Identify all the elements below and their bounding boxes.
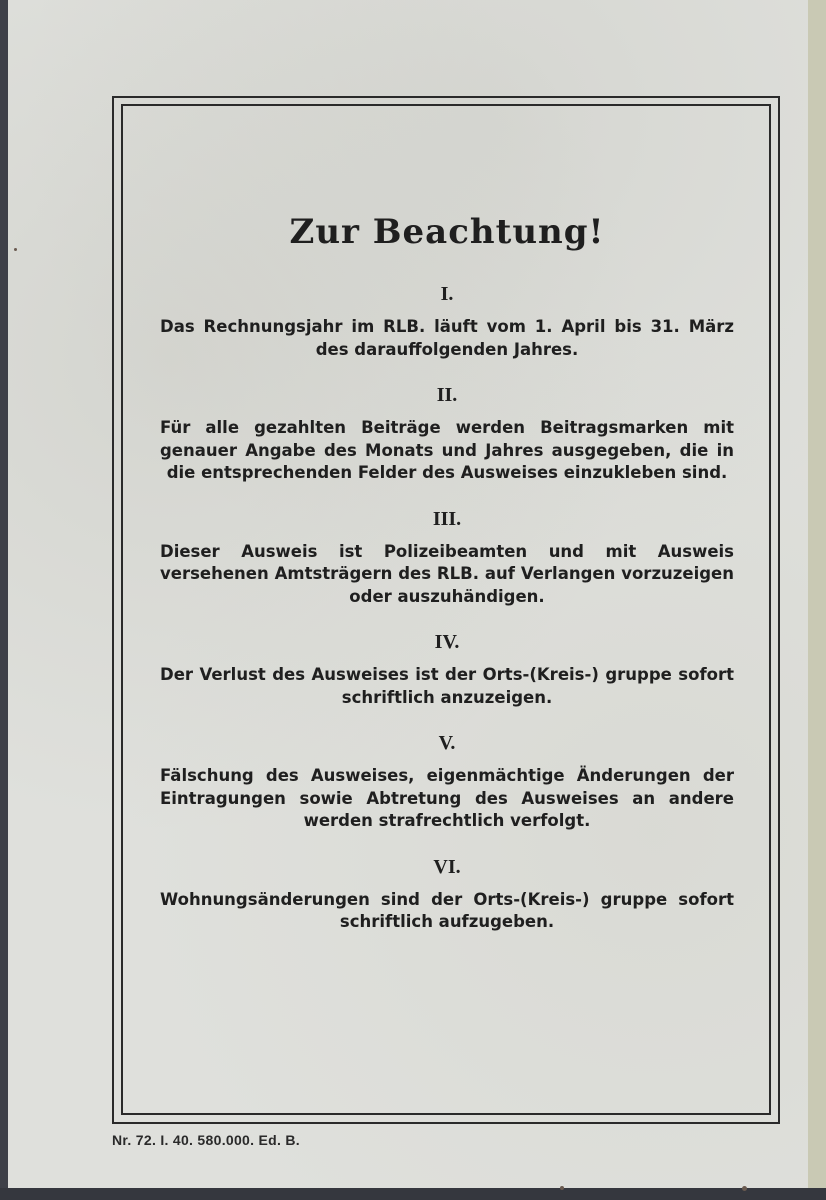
section-text: Wohnungsänderungen sind der Orts-(Kreis-) gruppe sofort schriftlich aufzugeben. bbox=[160, 889, 734, 931]
section-numeral: V. bbox=[438, 732, 456, 754]
section-text: Das Rechnungsjahr im RLB. läuft vom 1. April bis 31. März des darauffolgenden Jahres. bbox=[160, 317, 734, 359]
section-2 bbox=[150, 383, 744, 485]
section-numeral: II. bbox=[436, 384, 458, 406]
section-1 bbox=[150, 282, 744, 361]
section-text: Fälschung des Ausweises, eigenmächtige Änderungen der Eintragungen sowie Abtretung des Ausweises an andere werden strafrechtlich verfolgt. bbox=[160, 766, 734, 830]
page-edge-right bbox=[808, 0, 826, 1200]
section-5 bbox=[150, 731, 744, 833]
document-title: Zur Beachtung! bbox=[289, 212, 605, 252]
section-text: Für alle gezahlten Beiträge werden Beitragsmarken mit genauer Angabe des Monats und Jahres ausgegeben, die in die entsprechenden Felder des Ausweises einzukleben sind. bbox=[160, 418, 734, 482]
section-numeral: III. bbox=[432, 507, 462, 530]
print-reference: Nr. 72. I. 40. 580.000. Ed. B. bbox=[112, 1132, 300, 1148]
section-numeral: I. bbox=[440, 283, 454, 305]
paper-speck bbox=[560, 1186, 564, 1190]
section-numeral: VI. bbox=[433, 855, 461, 878]
page-edge-bottom bbox=[0, 1188, 826, 1200]
section-4 bbox=[150, 630, 744, 709]
paper-speck bbox=[742, 1186, 747, 1191]
section-3 bbox=[150, 507, 744, 609]
section-text: Dieser Ausweis ist Polizeibeamten und mit Ausweis versehenen Amtsträgern des RLB. auf Verlangen vorzuzeigen oder auszuhändigen. bbox=[160, 541, 734, 606]
section-6 bbox=[150, 855, 744, 934]
paper-speck bbox=[14, 248, 17, 251]
notice-content bbox=[150, 200, 744, 956]
section-text: Der Verlust des Ausweises ist der Orts-(Kreis-) gruppe sofort schriftlich anzuzeigen. bbox=[160, 665, 734, 707]
section-numeral: IV. bbox=[434, 631, 460, 653]
